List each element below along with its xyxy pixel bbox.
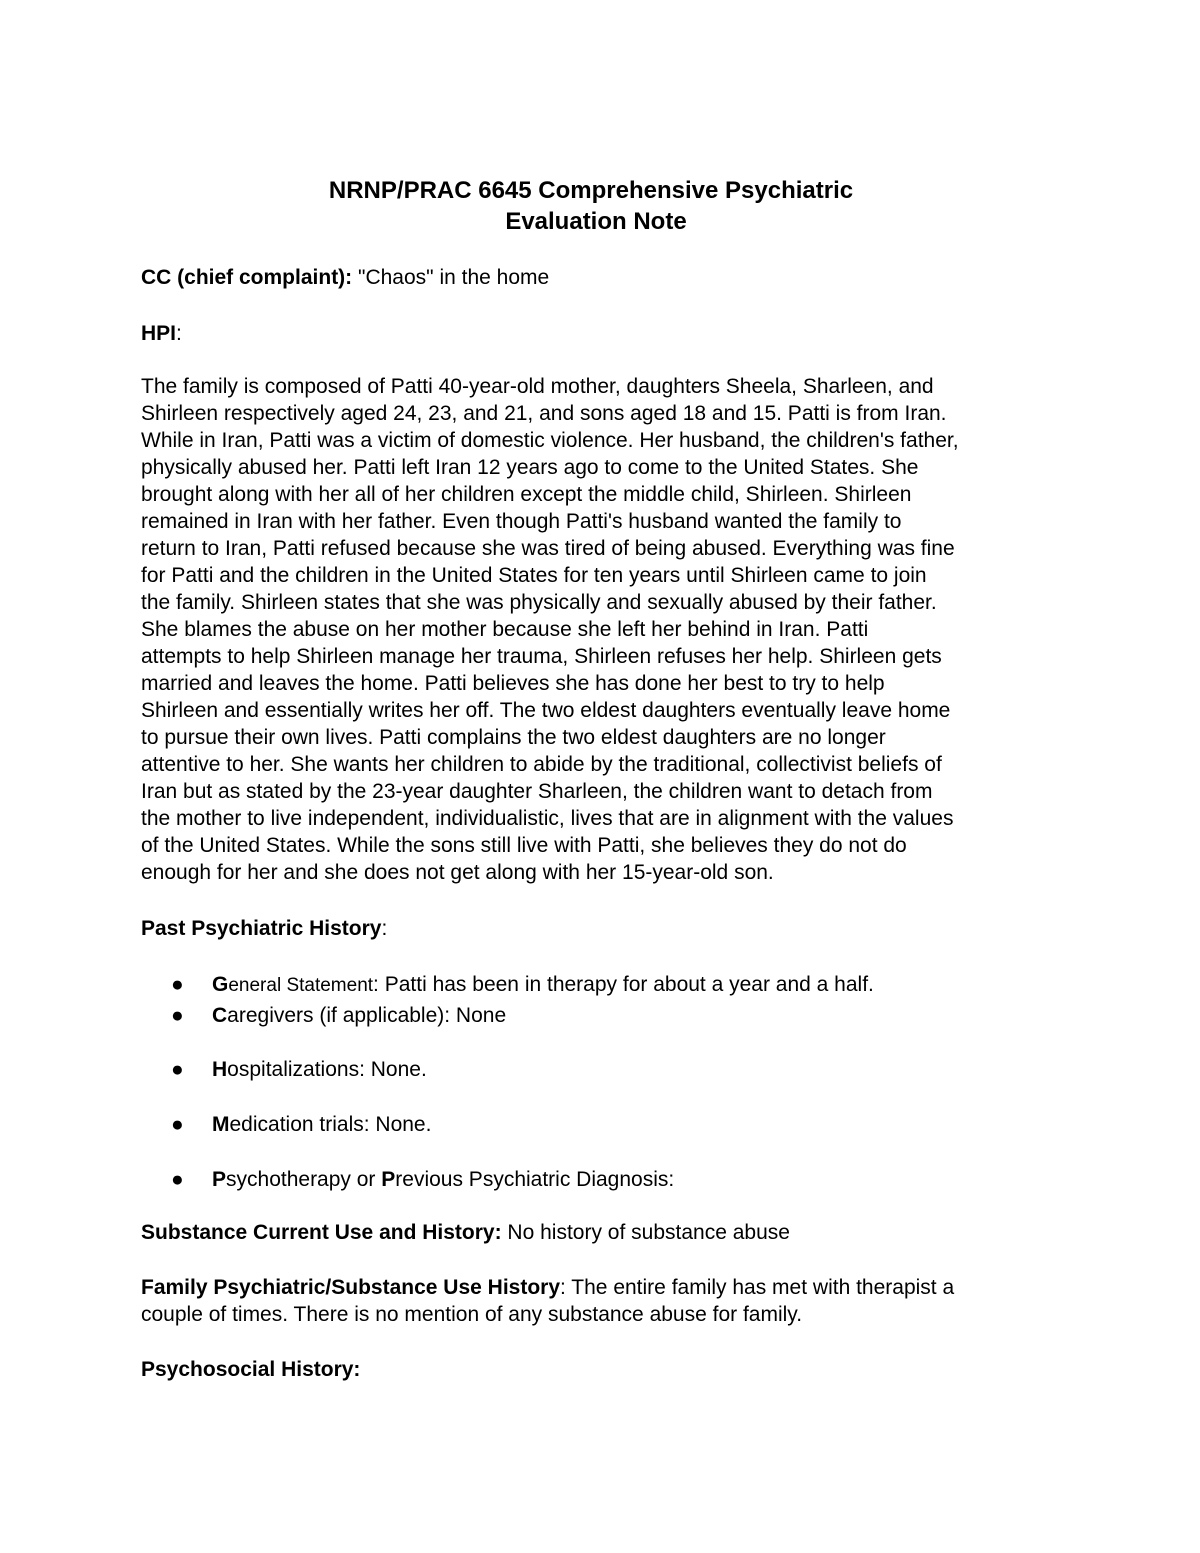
bullet-icon: ● bbox=[171, 1058, 184, 1081]
hpi-colon: : bbox=[176, 322, 182, 345]
chief-complaint bbox=[141, 264, 1071, 291]
hpi-line: She blames the abuse on her mother because she left her behind in Iran. Patti bbox=[141, 618, 869, 641]
hpi-line: The family is composed of Patti 40-year-old mother, daughters Sheela, Sharleen, and bbox=[141, 375, 934, 398]
hpi-line: remained in Iran with her father. Even though Patti's husband wanted the family to bbox=[141, 510, 902, 533]
hpi-line: Shirleen and essentially writes her off. The two eldest daughters eventually leave home bbox=[141, 699, 951, 722]
general-statement-item bbox=[212, 971, 874, 999]
hpi-line: to pursue their own lives. Patti complains the two eldest daughters are no longer bbox=[141, 726, 886, 749]
hpi-line: for Patti and the children in the United States for ten years until Shirleen came to join bbox=[141, 564, 927, 587]
item-initial-2: P bbox=[381, 1168, 396, 1191]
past-psychiatric-history-label: Past Psychiatric History bbox=[141, 917, 382, 940]
item-value: : Patti has been in therapy for about a year and a half. bbox=[373, 973, 874, 996]
hpi-line: the mother to live independent, individualistic, lives that are in alignment with the values bbox=[141, 807, 954, 830]
hpi-line: attentive to her. She wants her children to abide by the traditional, collectivist beliefs of bbox=[141, 753, 942, 776]
document-title-line-1: NRNP/PRAC 6645 Comprehensive Psychiatric bbox=[328, 177, 854, 204]
psychotherapy-item bbox=[212, 1166, 674, 1193]
item-initial: M bbox=[212, 1113, 230, 1136]
family-history-label: Family Psychiatric/Substance Use History bbox=[141, 1276, 561, 1299]
past-psychiatric-history-heading bbox=[141, 915, 1071, 942]
item-initial: P bbox=[212, 1168, 227, 1191]
bullet-icon: ● bbox=[171, 1168, 184, 1191]
hpi-line: brought along with her all of her children except the middle child, Shirleen. Shirleen bbox=[141, 483, 912, 506]
caregivers-item bbox=[212, 1002, 506, 1029]
hpi-line: physically abused her. Patti left Iran 12 years ago to come to the United States. She bbox=[141, 456, 919, 479]
hpi-heading bbox=[141, 320, 1071, 347]
bullet-icon: ● bbox=[171, 973, 184, 996]
item-label: ospitalizations: None. bbox=[227, 1058, 427, 1081]
hpi-line: married and leaves the home. Patti believes she has done her best to try to help bbox=[141, 672, 885, 695]
bullet-icon: ● bbox=[171, 1004, 184, 1027]
item-label: sychotherapy or bbox=[226, 1168, 382, 1191]
family-history-line-2: couple of times. There is no mention of any substance abuse for family. bbox=[141, 1303, 803, 1326]
hpi-line: Iran but as stated by the 23-year daughter Sharleen, the children want to detach from bbox=[141, 780, 933, 803]
family-history-line-1 bbox=[141, 1274, 1071, 1301]
item-initial: C bbox=[212, 1004, 228, 1027]
chief-complaint-label: CC (chief complaint): bbox=[141, 266, 353, 289]
item-initial: G bbox=[212, 973, 229, 996]
bullet-icon: ● bbox=[171, 1113, 184, 1136]
item-label: edication trials: None. bbox=[229, 1113, 432, 1136]
psychosocial-history-label: Psychosocial History: bbox=[141, 1358, 361, 1381]
hpi-line: return to Iran, Patti refused because she was tired of being abused. Everything was fine bbox=[141, 537, 955, 560]
family-history bbox=[141, 1274, 1071, 1328]
hpi-paragraph bbox=[141, 373, 1071, 886]
past-psychiatric-history-colon: : bbox=[381, 917, 388, 940]
chief-complaint-value: "Chaos" in the home bbox=[352, 266, 550, 289]
hpi-label: HPI bbox=[141, 322, 177, 345]
family-history-value: : The entire family has met with therapist a bbox=[560, 1276, 955, 1299]
substance-history-label: Substance Current Use and History: bbox=[141, 1221, 502, 1244]
document-title-line-2: Evaluation Note bbox=[505, 208, 687, 235]
substance-history-value: No history of substance abuse bbox=[501, 1221, 790, 1244]
psychosocial-history bbox=[141, 1356, 1071, 1383]
item-label: eneral Statement bbox=[228, 975, 374, 996]
hpi-line: enough for her and she does not get along with her 15-year-old son. bbox=[141, 861, 774, 884]
substance-history bbox=[141, 1219, 1071, 1246]
hpi-line: While in Iran, Patti was a victim of domestic violence. Her husband, the children's father, bbox=[141, 429, 959, 452]
hpi-line: of the United States. While the sons still live with Patti, she believes they do not do bbox=[141, 834, 907, 857]
medication-trials-item bbox=[212, 1111, 431, 1138]
hpi-line: the family. Shirleen states that she was physically and sexually abused by their father. bbox=[141, 591, 937, 614]
hpi-line: attempts to help Shirleen manage her trauma, Shirleen refuses her help. Shirleen gets bbox=[141, 645, 942, 668]
item-label: aregivers (if applicable): None bbox=[227, 1004, 507, 1027]
item-initial: H bbox=[212, 1058, 228, 1081]
hospitalizations-item bbox=[212, 1056, 427, 1083]
hpi-line: Shirleen respectively aged 24, 23, and 21, and sons aged 18 and 15. Patti is from Iran. bbox=[141, 402, 947, 425]
item-label-2: revious Psychiatric Diagnosis: bbox=[395, 1168, 675, 1191]
